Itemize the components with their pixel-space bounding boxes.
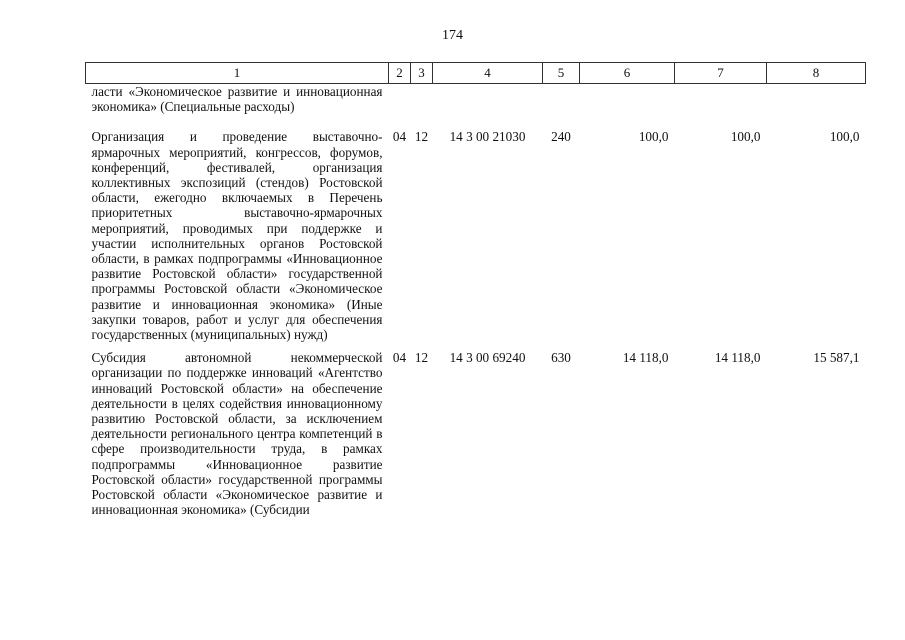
- cell-section: 04: [392, 350, 407, 366]
- cell-expense-type: 630: [551, 350, 571, 366]
- cell-amount-2: 14 118,0: [714, 350, 761, 366]
- cell-target-article: 14 3 00 69240: [449, 350, 526, 366]
- cell-subsection: 12: [414, 350, 429, 366]
- cell-amount-1: 14 118,0: [622, 350, 669, 366]
- cell-target-article: 14 3 00 21030: [449, 129, 526, 145]
- column-header: 3: [411, 63, 433, 84]
- cell-amount-3: 100,0: [829, 129, 860, 145]
- budget-table: [85, 62, 866, 517]
- column-header: 8: [767, 63, 866, 84]
- table-row: [86, 129, 866, 350]
- page-number: 174: [442, 28, 463, 43]
- table-row: [86, 84, 866, 130]
- column-header: 7: [675, 63, 767, 84]
- table-row: [86, 350, 866, 517]
- row-description: Субсидия автономной некоммерческой организации по поддержке инноваций «Агентство инноваций Ростовской области» на обеспечение деятельности в целях содействия инновационному развитию Ростовской области, за исключением деятельности регионального центра компетенций в сфере производительности труда, в рамках подпрограммы «Инновационное развитие Ростовской области» государственной программы Ростовской области «Экономическое развитие и инновационная экономика» (Субсидии: [91, 350, 383, 518]
- column-header: 5: [543, 63, 580, 84]
- cell-amount-1: 100,0: [638, 129, 669, 145]
- cell-subsection: 12: [414, 129, 429, 145]
- column-header: 4: [433, 63, 543, 84]
- table-header-row: [86, 63, 866, 84]
- column-header: 1: [86, 63, 389, 84]
- cell-section: 04: [392, 129, 407, 145]
- column-header: 6: [580, 63, 675, 84]
- continuation-text: ласти «Экономическое развитие и инновационная экономика» (Специальные расходы): [91, 84, 383, 115]
- cell-amount-3: 15 587,1: [813, 350, 860, 366]
- row-description: Организация и проведение выставочно-ярмарочных мероприятий, конгрессов, форумов, конференций, фестивалей, организация коллективных экспозиций (стендов) Ростовской области, ежегодно включаемых в Перечень приоритетных выставочно-ярмарочных мероприятий, проводимых при поддержке и участии исполнительных органов Ростовской области, в рамках подпрограммы «Инновационное развитие Ростовской области» государственной программы Ростовской области «Экономическое развитие и инновационная экономика» (Иные закупки товаров, работ и услуг для обеспечения государственных (муниципальных) нужд): [91, 129, 383, 343]
- column-header: 2: [389, 63, 411, 84]
- cell-expense-type: 240: [551, 129, 571, 145]
- cell-amount-2: 100,0: [730, 129, 761, 145]
